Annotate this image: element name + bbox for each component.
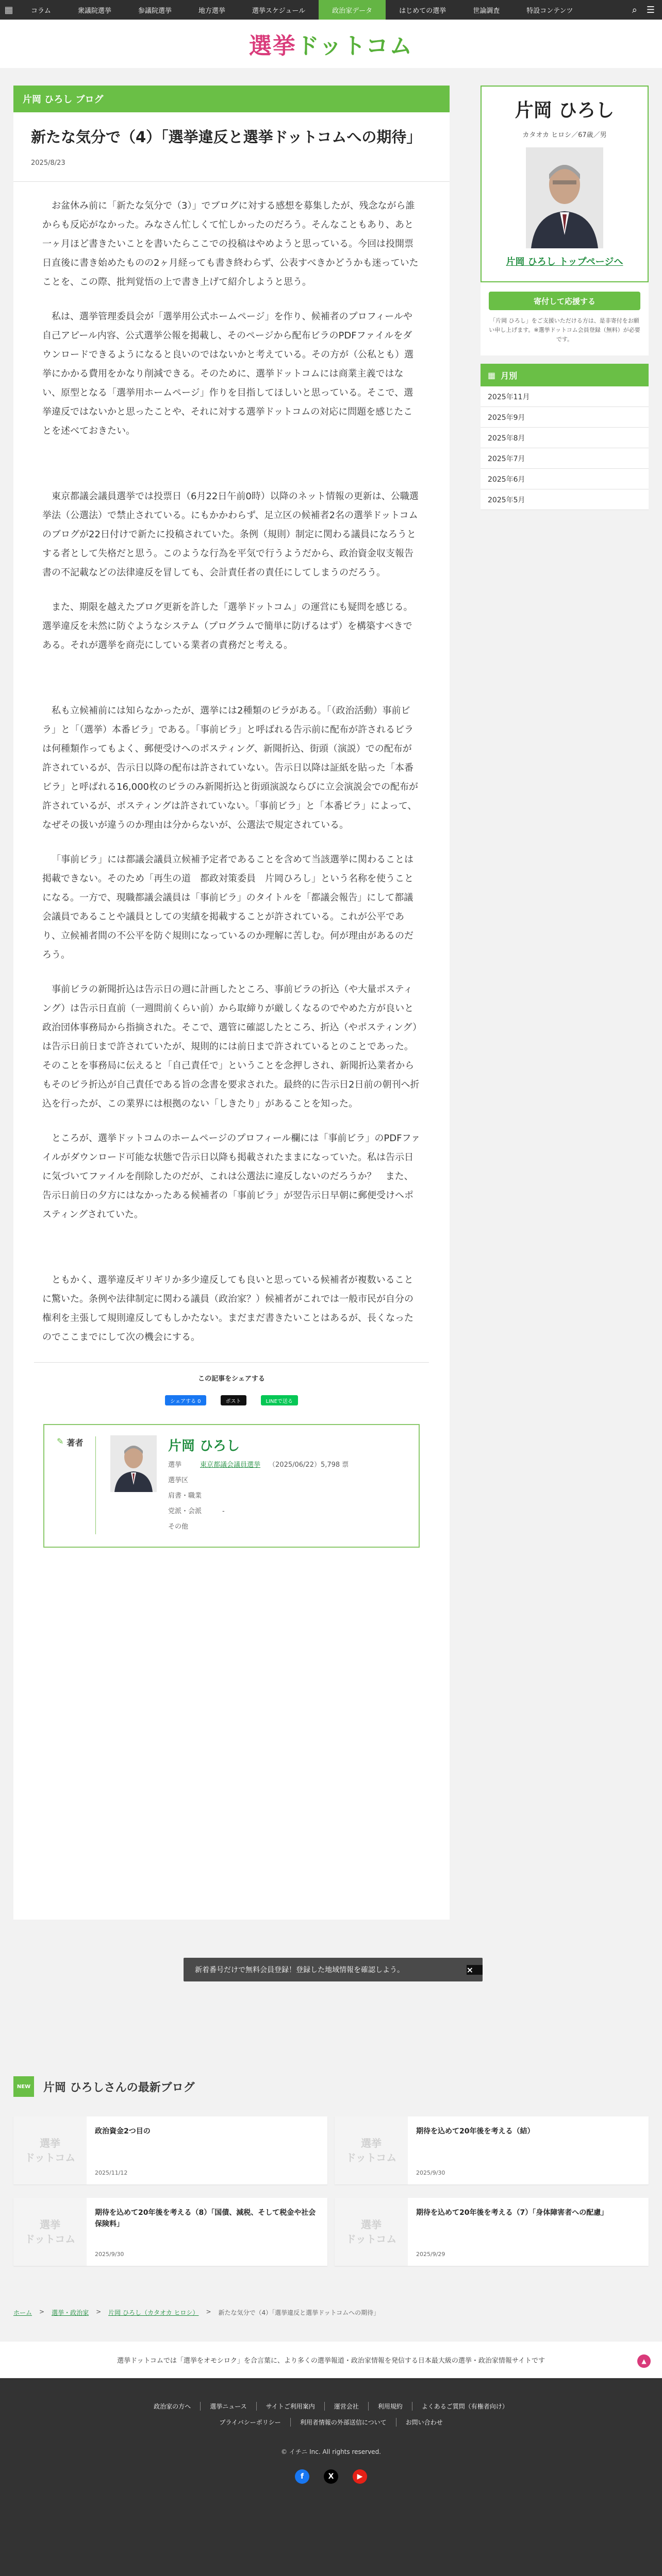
donation-section [481,282,649,355]
author-title-row: 肩書・職業 [168,1492,202,1500]
author-label: 著者 [67,1438,84,1448]
article-body [13,182,450,1347]
blog-card-date: 2025/9/30 [95,2251,124,2258]
latest-blog-card[interactable] [335,2116,649,2184]
breadcrumb-item[interactable]: ホーム [13,2309,32,2316]
article-title: 新たな気分で（4）「選挙違反と選挙ドットコムへの期待」 [31,128,422,146]
footer-link[interactable]: お問い合わせ [396,2418,452,2427]
footer-link[interactable]: よくあるご質問（有権者向け） [412,2402,518,2411]
blog-section-bar: 片岡 ひろし ブログ [13,86,450,112]
profile-photo [526,147,603,248]
breadcrumb-separator: > [206,2308,211,2315]
footer-link[interactable]: サイトご利用案内 [256,2402,324,2411]
breadcrumb-item: 新たな気分で（4）「選挙違反と選挙ドットコムへの期待」 [218,2309,380,2316]
site-header [0,20,662,68]
nav-item[interactable]: 衆議院選挙 [77,7,111,15]
divider [34,1362,429,1363]
nav-menu [18,0,587,20]
donate-button[interactable]: 寄付して応援する [489,292,640,310]
back-to-top-icon[interactable]: ▲ [637,2354,651,2368]
pencil-icon: ✎ [57,1436,64,1446]
breadcrumb [13,2308,379,2317]
blog-card-date: 2025/11/12 [95,2170,128,2176]
latest-blog-card[interactable] [13,2116,327,2184]
breadcrumb-item[interactable]: 選挙・政治家 [52,2309,89,2316]
logo-part-senkyo: 選挙 [249,33,296,59]
nav-item[interactable]: 参議院選挙 [138,7,172,15]
blog-card-date: 2025/9/30 [416,2170,445,2176]
author-tag [49,1436,96,1534]
archive-month-link[interactable]: 2025年5月 [481,489,649,510]
calendar-icon: ▦ [488,370,496,380]
archive-list [481,386,649,510]
archive-month-link[interactable]: 2025年9月 [481,407,649,428]
article-paragraph: また、期限を越えたブログ更新を許した「選挙ドットコム」の運営にも疑問を感じる。選挙違反を未然に防ぐようなシステム（プログラムで簡単に防げるはず）を構築すべきである。それが選挙を商売にしている業者の責務だと考える。 [42,602,413,651]
menu-grid-icon[interactable]: ▦ [4,4,13,15]
blog-card-date: 2025/9/29 [416,2251,445,2258]
latest-blogs [13,2076,649,2266]
blog-card-info [408,2116,649,2184]
blog-card-info [87,2116,327,2184]
latest-blog-card[interactable] [335,2198,649,2266]
site-logo[interactable] [249,27,413,60]
blog-card-info [87,2198,327,2266]
archive-header: ▦ 月別 [481,364,649,386]
paragraph-gap [42,670,421,701]
article-paragraph: 私も立候補前には知らなかったが、選挙には2種類のビラがある。「（政治活動）事前ビラ」と「（選挙）本番ビラ」である。「事前ビラ」と呼ばれる告示前に配布が許されるビラは何種類作ってもよく、郵便受けへのポスティング、新聞折込、街頭（演説）での配布が許されているが、告示日以降の配布は許されていない。告示日以降は証紙を貼った「本番ビラ」と呼ばれる16,000枚のビラのみ新聞折込と街頭演説ならびに立会演説会での配布が許されているが、ポスティングは許されていない。「事前ビラ」と「本番ビラ」によって、なぜその扱いが違うのか理由は分からないが、公選法で規定されている。 [42,705,418,831]
article-paragraph: ともかく、選挙違反ギリギリか多少違反しても良いと思っている候補者が複数いることに驚いた。条例や法律制定に関わる議員（政治家？）候補者がこれでは一般市民が自分の権利を主張して規則違反してもしかたない。まだまだ書きたいことはあるが、長くなったのでここまでにして次の機会にする。 [42,1275,413,1343]
youtube-icon[interactable]: ▶ [353,2469,367,2484]
nav-item[interactable]: 選挙スケジュール [252,7,306,15]
paragraph-gap [42,456,421,487]
footer-link[interactable]: 利用者情報の外部送信について [290,2418,396,2427]
sidebar [481,86,649,510]
nav-item[interactable]: 地方選挙 [198,7,225,15]
author-name[interactable]: 片岡 ひろし [168,1438,240,1454]
election-link[interactable]: 東京都議会議員選挙 [200,1461,261,1469]
latest-title: 片岡 ひろしさんの最新ブログ [43,2081,195,2094]
donation-note: 「片岡 ひろし」をご支援いただける方は、是非寄付をお願い申し上げます。※選挙ドットコム会員登録（無料）が必要です。 [489,317,640,343]
latest-blog-card[interactable] [13,2198,327,2266]
x-post-button[interactable]: ポスト [221,1395,246,1405]
hamburger-menu-icon[interactable]: ☰ [646,4,655,15]
blog-card-title[interactable]: 期待を込めて20年後を考える（8）「国債、減税、そして税金や社会保険料」 [95,2209,316,2228]
blog-card-title[interactable]: 期待を込めて20年後を考える（7）「身体障害者への配慮」 [416,2209,608,2217]
footer-link[interactable]: 選挙ニュース [200,2402,256,2411]
banner-text: 選挙ドットコムでは「選挙をオモシロク」を合言葉に、より多くの選挙報道・政治家情報を発信する日本最大級の選挙・政治家情報サイトです [117,2357,545,2365]
profile-top-link[interactable]: 片岡 ひろし トップページへ [506,257,623,267]
author-other-row: その他 [168,1523,189,1531]
site-banner [0,2342,662,2378]
author-party-row: 党派・会派 - [168,1507,225,1515]
blog-article [13,86,450,1920]
footer-link[interactable]: 政治家の方へ [154,2403,191,2410]
monthly-archive [481,364,649,510]
author-election-row: 選挙 東京都議会議員選挙 （2025/06/22）5,798 票 [168,1461,349,1469]
article-date: 2025/8/23 [31,159,65,167]
author-box [43,1424,420,1548]
article-paragraph: 事前ビラの新聞折込は告示日の週に計画したところ、事前ビラの折込（や大量ポスティング）は告示日直前（一週間前くらい前）から取締りが厳しくなるのでやめた方が良いと政治団体事務局から指摘された。そこで、選管に確認したところ、折込（やポスティング）は告示日前日まで許されていたが、規則的には前日まで許されているとのことであった。そのことを事務局に伝えると「自己責任で」ということを念押しされ、新聞折込業者からもそのビラ折込が自己責任である旨の念書を要求された。最終的に告示日2日前の朝刊へ折込を行ったが、この業界には根拠のない「しきたり」があることを知った。 [42,984,420,1109]
author-district-row: 選挙区 [168,1477,189,1484]
article-paragraph: お盆休み前に「新たな気分で（3）」でブログに対する感想を募集したが、残念ながら誰からも反応がなかった。みなさん忙しくて忙しかったのだろう。そんなこともあり、あと一ヶ月ほど書きたいことを書いたらここでの投稿はやめようと思っている。今回は投開票日直後に書き始めたものの2ヶ月経っても書き終わらず、公表すべきかどうかも迷っていたことを、この際、批判覚悟の上で書き上げて紹介しようと思う。 [42,200,419,287]
latest-grid [13,2116,649,2266]
archive-month-link[interactable]: 2025年7月 [481,448,649,469]
close-icon[interactable]: × [467,1965,483,1975]
profile-kana: カタオカ ヒロシ／67歳／男 [522,131,607,139]
copyright: © イチニ Inc. All rights reserved. [280,2448,381,2455]
article-paragraph: ところが、選挙ドットコムのホームページのプロフィール欄には「事前ビラ」のPDFファイルがダウンロード可能な状態で告示日以降も掲載されたままになっていた。私は告示日に気づいてファイルを削除したのだが、これは公選法に違反しないのだろうか？ また、告示日前日の夕方にはなかったある候補者の「事前ビラ」が翌告示日早朝に郵便受けへポスティングされていた。 [42,1133,421,1220]
footer [0,2378,662,2576]
facebook-icon[interactable]: f [295,2469,309,2484]
nav-item[interactable]: 特設コンテンツ [526,7,573,15]
share-buttons [13,1395,450,1405]
footer-links-row2 [0,2418,662,2427]
breadcrumb-item[interactable]: 片岡 ひろし（カタオカ ヒロシ） [108,2309,199,2316]
profile-card [481,86,649,282]
archive-month-link[interactable]: 2025年11月 [481,386,649,407]
breadcrumb-separator: > [39,2308,45,2315]
footer-link[interactable]: 利用規約 [368,2402,412,2411]
archive-month-link[interactable]: 2025年6月 [481,469,649,489]
latest-header [13,2076,649,2097]
social-links [0,2469,662,2484]
author-photo [110,1435,157,1492]
article-paragraph: 東京都議会議員選挙では投票日（6月22日午前0時）以降のネット情報の更新は、公職選挙法（公選法）で禁止されている。にもかかわらず、足立区の候補者2名の選挙ドットコムのブログが22日付けで新たに投稿されていた。条例（規則）制定に関わる議員になろうとする者として失格だと思う。このような行為を平気で行うようだから、政治資金収支報告書の不記載などの法律違反を冒しても、会計責任者の責任にしてしまうのだろう。 [42,491,419,578]
blog-card-title[interactable]: 期待を込めて20年後を考える（結） [416,2127,535,2136]
footer-link[interactable]: プライバシーポリシー [219,2419,281,2426]
facebook-share-button[interactable]: シェアする 0 [165,1395,206,1405]
paragraph-gap [42,1240,421,1270]
archive-month-link[interactable]: 2025年8月 [481,428,649,448]
nav-item[interactable]: はじめての選挙 [399,7,446,15]
toast-message: 新着番号だけで無料会員登録！登録した地域情報を確認しよう。 [195,1966,404,1974]
footer-link[interactable]: 運営会社 [324,2402,368,2411]
logo-part-dotcom: ドットコム [296,33,413,59]
nav-item[interactable]: 世論調査 [473,7,500,15]
top-navigation [0,0,662,20]
footer-links-row1 [0,2402,662,2411]
blog-thumbnail: 選挙 ドットコム [13,2198,87,2266]
line-share-button[interactable]: LINEで送る [261,1395,298,1405]
nav-item[interactable]: 政治家データ [319,0,386,20]
registration-toast[interactable] [184,1958,483,1981]
blog-thumbnail: 選挙 ドットコム [335,2116,408,2184]
nav-item[interactable]: コラム [31,7,51,15]
article-paragraph: 「事前ビラ」には都議会議員立候補予定者であることを含めて当該選挙に関わることは掲載できない。そのため「再生の道 都政対策委員 片岡ひろし」という名称を使うことになる。一方で、現職都議会議員は「事前ビラ」のタイトルを「都議会報告」にして都議会議員であることや議員としての実績を掲載することが許されている。これが公平であり、立候補者間の不公平を防ぐ規則になっているのか理解に苦しむ。何が理由があるのだろう。 [42,854,413,960]
blog-card-info [408,2198,649,2266]
x-icon[interactable]: X [324,2469,338,2484]
blog-thumbnail: 選挙 ドットコム [335,2198,408,2266]
profile-name: 片岡 ひろし [515,100,615,121]
share-heading: この記事をシェアする [198,1375,265,1383]
blog-thumbnail: 選挙 ドットコム [13,2116,87,2184]
new-badge-icon: NEW [13,2076,34,2097]
breadcrumb-separator: > [96,2308,102,2315]
blog-card-title[interactable]: 政治資金2つ目の [95,2127,151,2136]
article-paragraph: 私は、選挙管理委員会が「選挙用公式ホームページ」を作り、候補者のプロフィールや自己アピール内容、公式選挙公報を掲載し、そのページから配布ビラのPDFファイルをダウンロードできるようになると良いのではないかと考えている。その方が（公私とも）選挙にかかる費用をかなり削減できる。そのために、選挙ドットコムには商業主義ではない、原型となる「選挙用ホームページ」作りを目指してほしいと思っている。そこで、選挙違反ではないかと思ったことや、それに対する選挙ドットコムの対応に問題を感じたことを述べておきたい。 [42,311,413,436]
search-icon[interactable]: ⌕ [632,4,637,15]
